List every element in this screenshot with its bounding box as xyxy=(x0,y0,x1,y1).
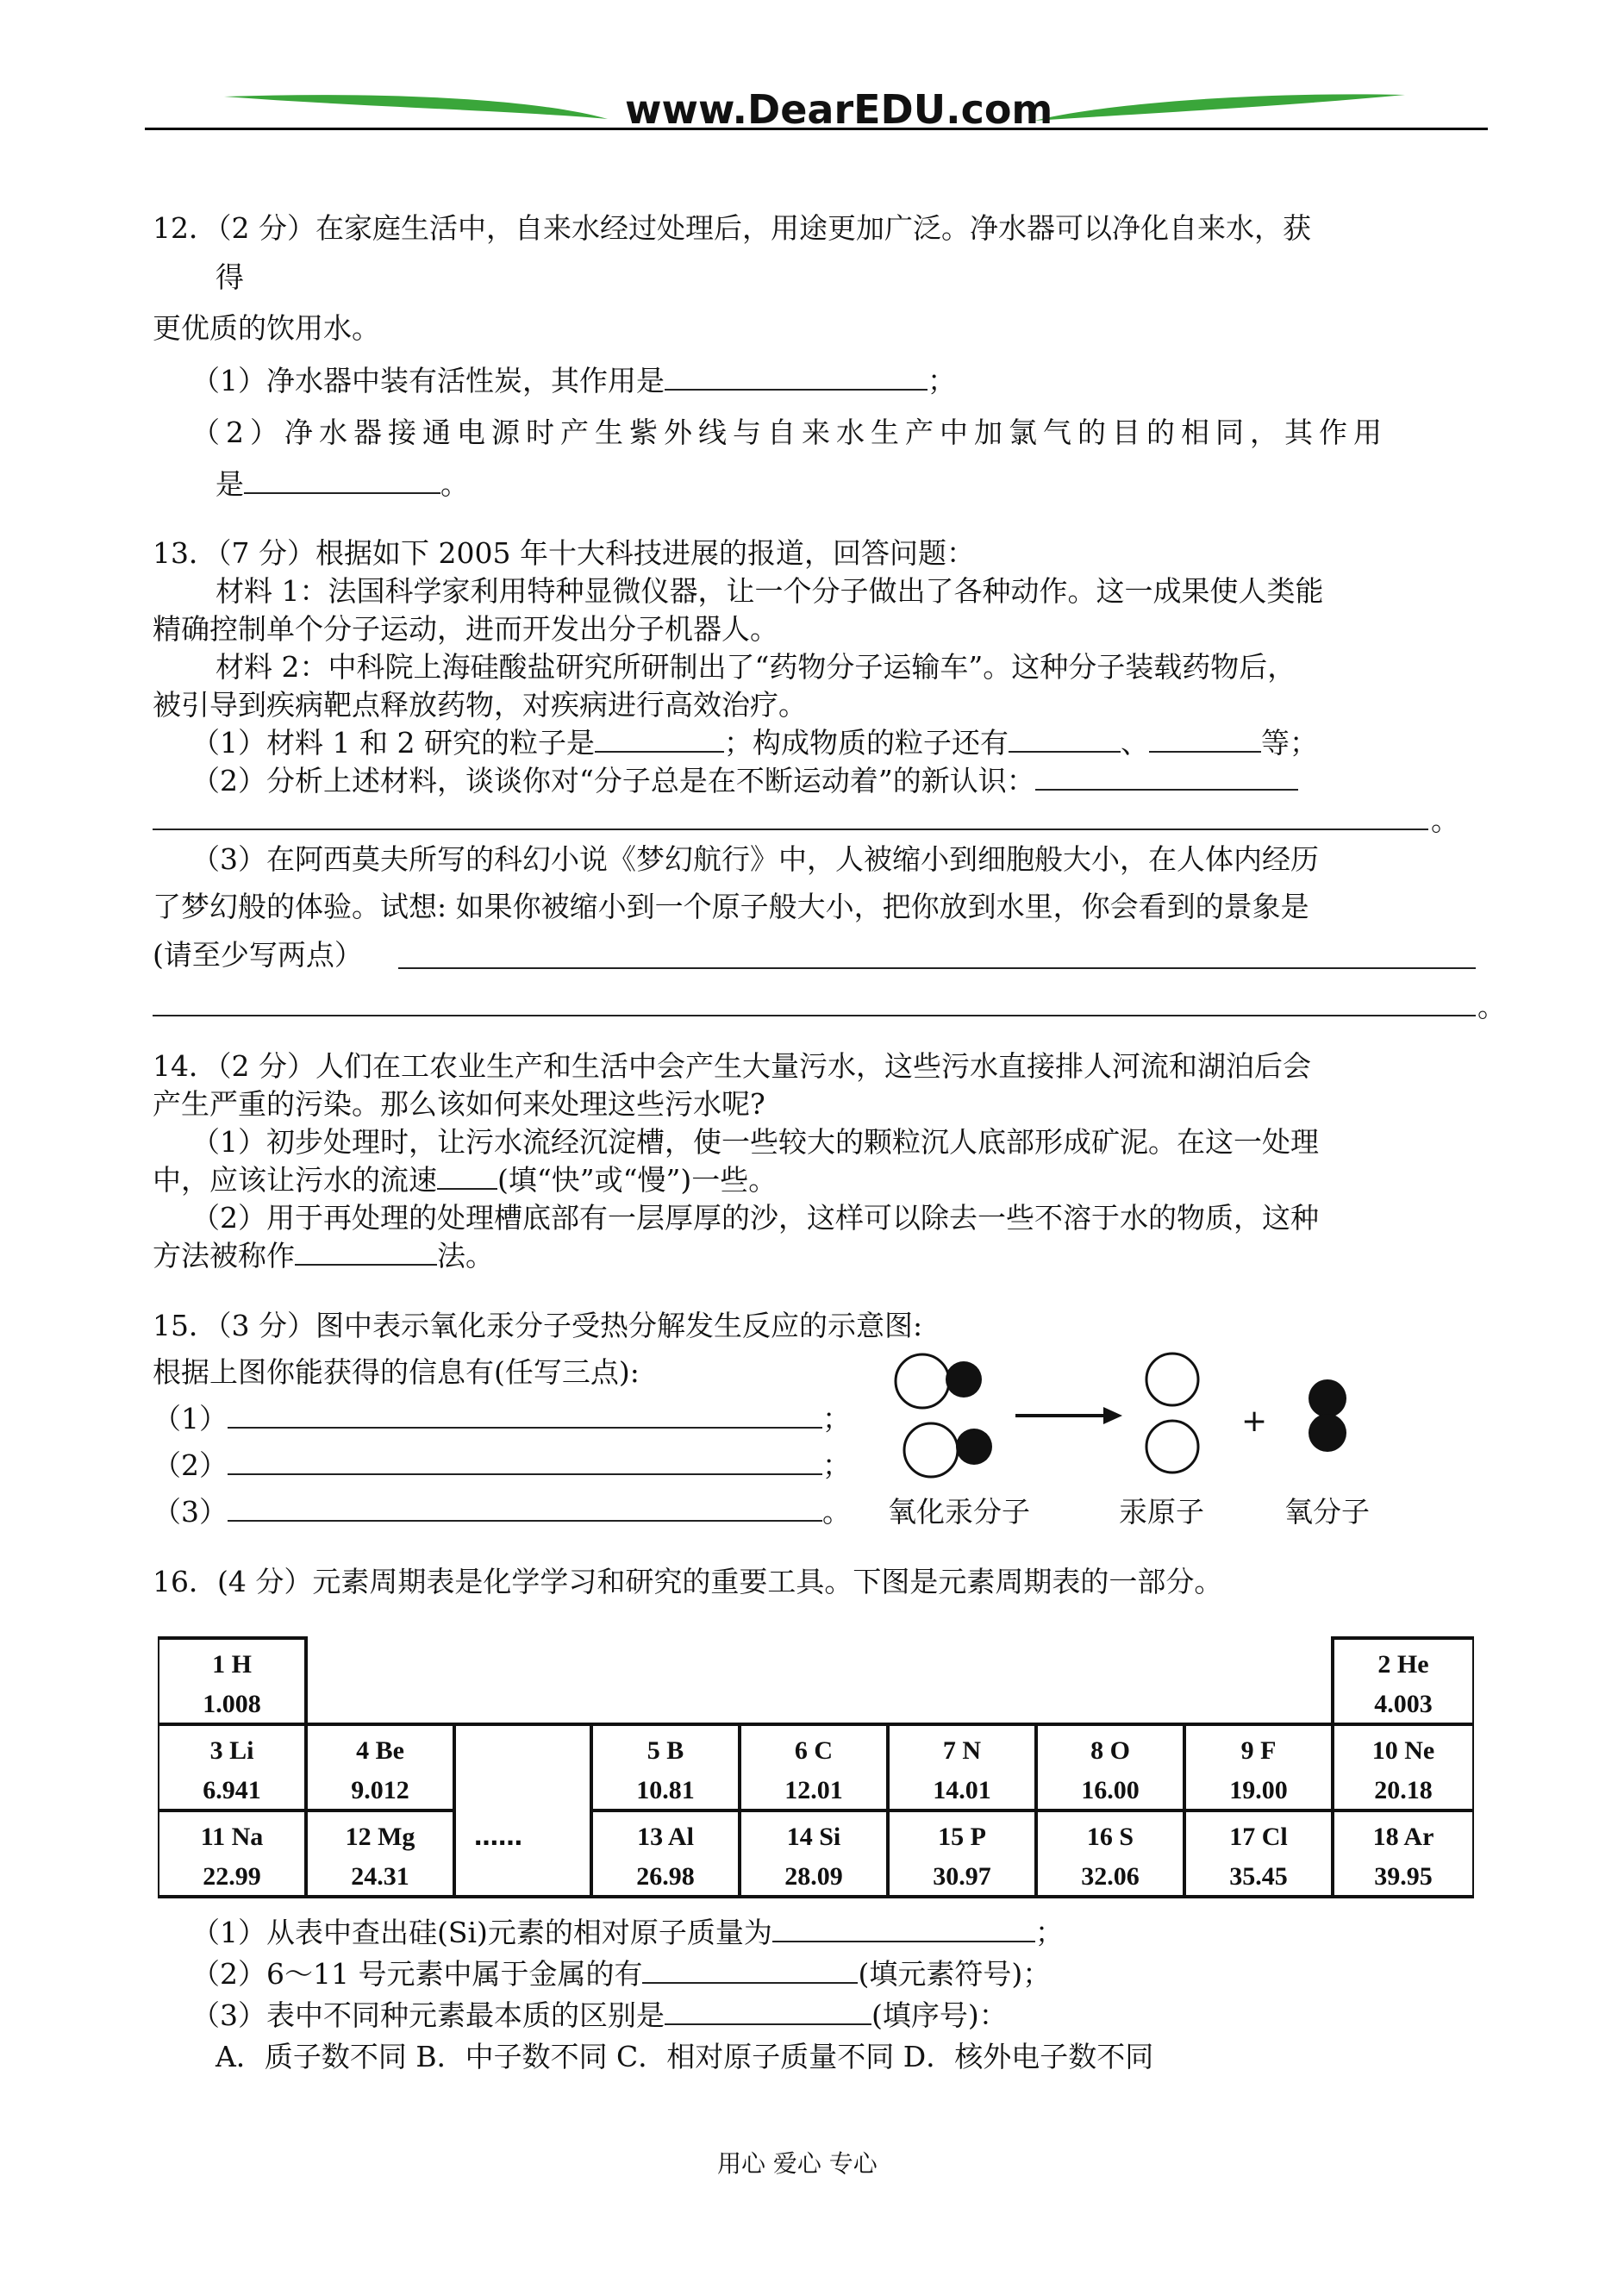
q14-line1: 14．（2 分）人们在工农业生产和生活中会产生大量污水，这些污水直接排人河流和湖泊后会 xyxy=(153,1049,1311,1083)
q13-p2-blank1[interactable] xyxy=(1035,763,1298,791)
element-cell xyxy=(591,1810,740,1897)
element-cell xyxy=(158,1724,306,1810)
q16-p1-blank[interactable] xyxy=(772,1915,1035,1942)
o2-molecule xyxy=(1309,1379,1346,1452)
q15-item-1-label: （1） xyxy=(153,1402,228,1435)
element-mass: 10.81 xyxy=(636,1776,695,1804)
q12-p2-end: 。 xyxy=(440,467,469,501)
element-symbol: 5 B xyxy=(646,1736,684,1765)
q16-p1 xyxy=(191,1914,1064,1952)
element-mass: 12.01 xyxy=(784,1776,843,1804)
element-symbol: 13 Al xyxy=(637,1823,694,1851)
element-mass: 26.98 xyxy=(636,1862,695,1891)
element-mass: 1.008 xyxy=(203,1690,261,1718)
element-cell xyxy=(888,1810,1036,1897)
q13-line1: 13．（7 分）根据如下 2005 年十大科技进展的报道，回答问题： xyxy=(153,536,975,570)
element-symbol: 10 Ne xyxy=(1371,1736,1435,1765)
q13-m2b: 被引导到疾病靶点释放药物，对疾病进行高效治疗。 xyxy=(153,688,807,722)
element-mass: 39.95 xyxy=(1374,1862,1433,1891)
q13-p1 xyxy=(191,724,1318,762)
q16-p2-blank[interactable] xyxy=(642,1956,858,1984)
footer: 用心 爱心 专心 xyxy=(717,2149,878,2178)
element-cell xyxy=(740,1724,888,1810)
q16-options: A．质子数不同 B．中子数不同 C．相对原子质量不同 D．核外电子数不同 xyxy=(215,2040,1154,2073)
element-mass: 35.45 xyxy=(1229,1862,1288,1891)
hgo-molecule-1 xyxy=(896,1354,982,1408)
plus-sign: + xyxy=(1241,1404,1268,1439)
element-mass: 22.99 xyxy=(203,1862,261,1891)
hg-atom-2 xyxy=(1146,1421,1198,1473)
element-mass: 24.31 xyxy=(351,1862,409,1891)
q14-p1c: (填“快”或“慢”)一些。 xyxy=(497,1163,778,1197)
element-cell xyxy=(1184,1810,1333,1897)
q15-item-2-label: （2） xyxy=(153,1448,228,1482)
q14-p2 xyxy=(153,1237,494,1275)
element-symbol: 9 F xyxy=(1240,1736,1277,1765)
q14-p2a: （2）用于再处理的处理槽底部有一层厚厚的沙，这样可以除去一些不溶于水的物质，这种 xyxy=(191,1201,1319,1235)
q15-line1: 15．（3 分）图中表示氧化汞分子受热分解发生反应的示意图: xyxy=(153,1309,923,1342)
element-cell xyxy=(1333,1810,1474,1897)
q12-p1 xyxy=(191,362,956,400)
q13-p1-blank2[interactable] xyxy=(1009,725,1121,753)
q15-item-1-blank[interactable] xyxy=(228,1401,822,1429)
q16-p3-blank[interactable] xyxy=(665,1998,871,2025)
q14-p2b: 方法被称作 xyxy=(153,1239,295,1273)
q16-p1-text: （1）从表中查出硅(Si)元素的相对原子质量为 xyxy=(191,1916,772,1949)
element-cell xyxy=(306,1810,454,1897)
element-symbol: 1 H xyxy=(212,1650,252,1679)
q12-p2b-text: 是 xyxy=(215,467,244,501)
q15-item-3-label: （3） xyxy=(153,1495,228,1529)
q15-item-3-end: 。 xyxy=(822,1495,851,1529)
q15-item-2-blank[interactable] xyxy=(228,1448,822,1475)
q15-item-1-end: ； xyxy=(822,1402,851,1435)
ellipsis: …… xyxy=(474,1823,522,1851)
q16-p3-end: (填序号)： xyxy=(871,1998,1008,2032)
element-cell xyxy=(306,1724,454,1810)
element-symbol: 15 P xyxy=(938,1823,986,1851)
q12-line3: 更优质的饮用水。 xyxy=(153,311,380,345)
q13-p3-blank2[interactable] xyxy=(153,1015,1476,1016)
q13-p1-blank3[interactable] xyxy=(1149,725,1261,753)
q12-line1: 12．（2 分）在家庭生活中，自来水经过处理后，用途更加广泛。净水器可以净化自来水，获 xyxy=(153,211,1311,245)
label-hg: 汞原子 xyxy=(1119,1495,1204,1529)
q16-p2 xyxy=(191,1955,1051,1993)
element-mass: 28.09 xyxy=(784,1862,843,1891)
element-cell xyxy=(1333,1638,1474,1724)
element-cell xyxy=(1184,1724,1333,1810)
periodic-table xyxy=(158,1631,1474,1905)
element-symbol: 12 Mg xyxy=(345,1823,415,1851)
element-symbol: 17 Cl xyxy=(1229,1823,1288,1851)
q13-p1a: （1）材料 1 和 2 研究的粒子是 xyxy=(191,726,595,760)
q13-p1b: ；构成物质的粒子还有 xyxy=(723,726,1009,760)
q15-item-1 xyxy=(153,1400,851,1438)
element-cell xyxy=(1036,1810,1184,1897)
q12-p2b xyxy=(215,466,469,503)
q13-p1c: 、 xyxy=(1120,726,1149,760)
q14-p1-blank[interactable] xyxy=(437,1162,497,1190)
label-o2: 氧分子 xyxy=(1284,1495,1370,1529)
q12-p1-blank[interactable] xyxy=(665,363,928,391)
q12-line2: 得 xyxy=(215,260,244,294)
q14-line2: 产生严重的污染。那么该如何来处理这些污水呢? xyxy=(153,1087,765,1121)
q13-p3c: (请至少写两点） xyxy=(153,938,363,972)
header-rule xyxy=(145,128,1488,130)
q13-p3a: （3）在阿西莫夫所写的科幻小说《梦幻航行》中，人被缩小到细胞般大小，在人体内经历 xyxy=(191,842,1319,876)
hg-atom-1 xyxy=(1146,1354,1198,1405)
element-mass: 16.00 xyxy=(1081,1776,1140,1804)
q15-reaction-diagram xyxy=(888,1345,1405,1491)
q16-p3 xyxy=(191,1997,1008,2035)
element-symbol: 16 S xyxy=(1086,1823,1134,1851)
logo-text: www.DearEDU.com xyxy=(625,86,1053,133)
q13-p3-blank1[interactable] xyxy=(398,967,1476,969)
q13-p3b: 了梦幻般的体验。试想: 如果你被缩小到一个原子般大小，把你放到水里，你会看到的景象是 xyxy=(153,890,1309,923)
element-symbol: 7 N xyxy=(942,1736,982,1765)
logo-swoosh-left xyxy=(224,95,608,119)
element-mass: 32.06 xyxy=(1081,1862,1140,1891)
q13-p1-blank1[interactable] xyxy=(595,725,724,753)
element-cell xyxy=(1036,1724,1184,1810)
element-mass: 6.941 xyxy=(203,1776,261,1804)
element-mass: 19.00 xyxy=(1229,1776,1288,1804)
element-mass: 20.18 xyxy=(1374,1776,1433,1804)
q15-item-2 xyxy=(153,1447,851,1485)
element-cell xyxy=(158,1638,306,1724)
q16-p2-end: (填元素符号)； xyxy=(858,1957,1052,1991)
element-cell xyxy=(1333,1724,1474,1810)
element-mass: 4.003 xyxy=(1374,1690,1433,1718)
element-symbol: 6 C xyxy=(794,1736,834,1765)
q12-p1-end: ； xyxy=(928,364,956,397)
q13-p3-end: 。 xyxy=(1477,990,1506,1023)
q14-p1a: （1）初步处理时，让污水流经沉淀槽，使一些较大的颗粒沉人底部形成矿泥。在这一处理 xyxy=(191,1125,1319,1159)
q15-item-3-blank[interactable] xyxy=(228,1494,822,1522)
element-mass: 9.012 xyxy=(351,1776,409,1804)
element-symbol: 4 Be xyxy=(356,1736,404,1765)
q13-p2-end: 。 xyxy=(1431,804,1459,837)
element-symbol: 3 Li xyxy=(209,1736,254,1765)
q13-p2 xyxy=(191,762,1298,800)
q14-p1 xyxy=(153,1161,777,1199)
element-symbol: 11 Na xyxy=(200,1823,264,1851)
label-hgo: 氧化汞分子 xyxy=(888,1495,1030,1529)
element-symbol: 8 O xyxy=(1090,1736,1130,1765)
element-symbol: 2 He xyxy=(1377,1650,1429,1679)
q16-p1-end: ； xyxy=(1034,1916,1064,1949)
q12-p2: （2）净水器接通电源时产生紫外线与自来水生产中加氯气的目的相同，其作用 xyxy=(191,416,1388,449)
q16-p2-text: （2）6～11 号元素中属于金属的有 xyxy=(191,1957,643,1991)
q15-item-2-end: ； xyxy=(822,1448,851,1482)
element-mass: 14.01 xyxy=(933,1776,991,1804)
hgo-molecule-2 xyxy=(904,1423,992,1477)
q13-m2a: 材料 2：中科院上海硅酸盐研究所研制出了“药物分子运输车”。这种分子装载药物后， xyxy=(215,650,1296,684)
q16-line1: 16．(4 分）元素周期表是化学学习和研究的重要工具。下图是元素周期表的一部分。 xyxy=(153,1565,1223,1598)
reaction-arrow xyxy=(1015,1407,1122,1424)
q15-item-3 xyxy=(153,1493,851,1531)
q14-p1b: 中，应该让污水的流速 xyxy=(153,1163,437,1197)
logo-swoosh-right xyxy=(1034,94,1405,121)
element-cell xyxy=(888,1724,1036,1810)
element-cell xyxy=(158,1810,306,1897)
element-symbol: 18 Ar xyxy=(1372,1823,1434,1851)
q13-m1b: 精确控制单个分子运动，进而开发出分子机器人。 xyxy=(153,612,778,646)
q14-p2-blank[interactable] xyxy=(295,1238,437,1266)
element-symbol: 14 Si xyxy=(786,1823,841,1851)
q13-p2-text: （2）分析上述材料，谈谈你对“分子总是在不断运动着”的新认识： xyxy=(191,764,1035,797)
element-cell xyxy=(591,1724,740,1810)
ellipsis-cell xyxy=(454,1724,591,1897)
q12-p1-text: （1）净水器中装有活性炭，其作用是 xyxy=(191,364,665,397)
q13-p1d: 等； xyxy=(1260,726,1318,760)
q14-p2c: 法。 xyxy=(437,1239,494,1273)
q13-m1a: 材料 1：法国科学家利用特种显微仪器，让一个分子做出了各种动作。这一成果使人类能 xyxy=(215,574,1324,608)
element-mass: 30.97 xyxy=(933,1862,991,1891)
q13-p2-blank2[interactable] xyxy=(153,829,1428,830)
q15-line2: 根据上图你能获得的信息有(任写三点): xyxy=(153,1355,640,1389)
q12-p2-blank[interactable] xyxy=(244,466,440,494)
element-cell xyxy=(740,1810,888,1897)
q16-p3-text: （3）表中不同种元素最本质的区别是 xyxy=(191,1998,665,2032)
